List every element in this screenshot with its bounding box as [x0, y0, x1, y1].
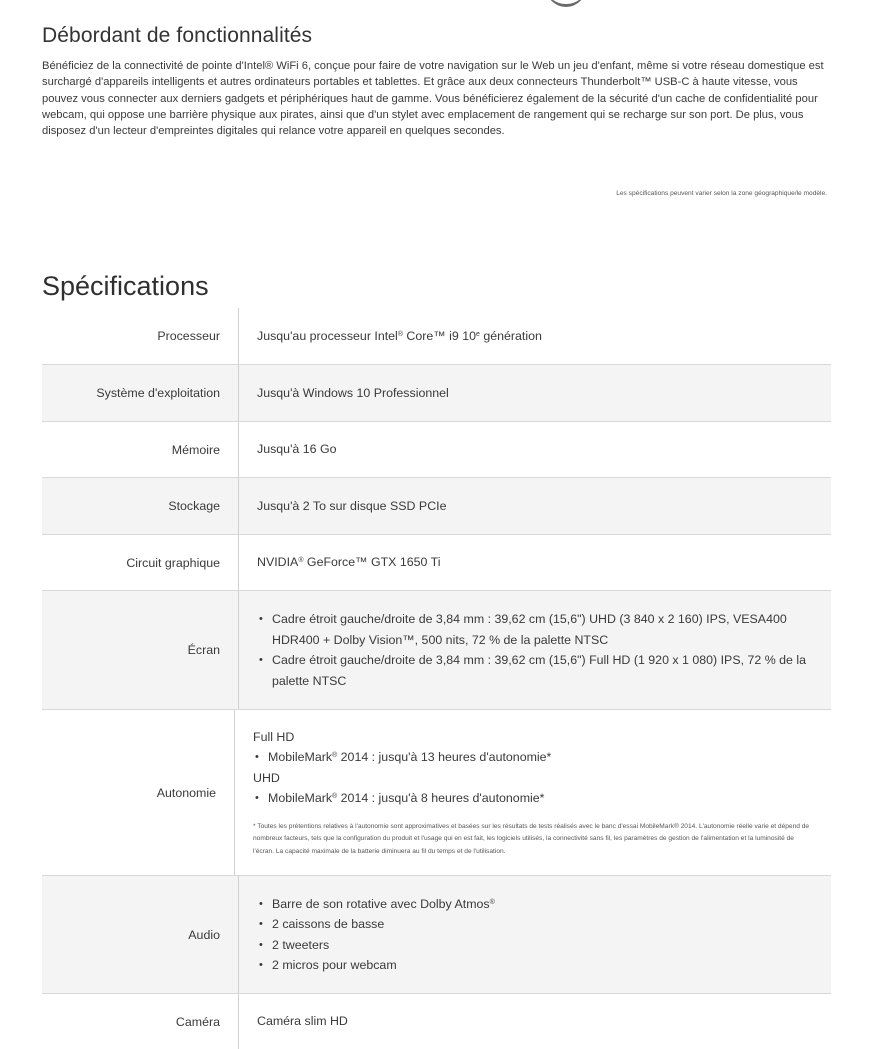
ecran-item: • Cadre étroit gauche/droite de 3,84 mm : 39,62 cm (15,6") UHD (3 840 x 2 160) IPS, VESA400 HDR400 + Dolby Vision™, 500 nits, 72 % de la palette NTSC — [272, 609, 813, 650]
spec-row-memoire — [42, 422, 831, 478]
spec-row-autonomie — [42, 710, 831, 876]
processeur-text-c: génération — [479, 328, 542, 343]
audio-item: • 2 tweeters — [272, 935, 813, 956]
autonomie-footnote: * Toutes les prétentions relatives à l'autonomie sont approximatives et basées sur les résultats de tests réalisés avec le banc d'essai MobileMark® 2014. L'autonomie réelle varie et dépend de nombreux facteurs, tels que la configuration du produit et l'usage qui en est fait, les logiciels utilisés, la connectivité sans fil, les paramètres de gestion de l'alimentation et la luminosité de l'écran. La capacité maximale de la batterie diminuera au fil du temps et de l'utilisation. — [253, 822, 810, 855]
spec-label-ecran: Écran — [42, 591, 239, 709]
spec-value-graphique — [239, 535, 831, 590]
graphique-text-a: NVIDIA — [257, 555, 299, 570]
spec-label-memoire: Mémoire — [42, 422, 239, 477]
specs-disclaimer: Les spécifications peuvent varier selon la zone géographique/le modèle. — [616, 190, 827, 197]
audio-item: • 2 micros pour webcam — [272, 955, 813, 976]
features-body: Bénéficiez de la connectivité de pointe d'Intel® WiFi 6, conçue pour faire de votre navigation sur le Web un jeu d'enfant, même si votre réseau domestique est surchargé d'appareils intelligents et autres ordinateurs portables et tablettes. Et grâce aux deux connecteurs Thunderbolt™ USB-C à haute vitesse, vous pouvez vous connecter aux derniers gadgets et périphériques haut de gamme. Vous bénéficierez également de la sécurité d'un cache de confidentialité pour webcam, qui oppose une barrière physique aux pirates, ainsi que d'un stylet avec emplacement de rangement qui se recharge sur son port. De plus, vous disposez d'un lecteur d'empreintes digitales qui relance votre appareil en quelques secondes. — [42, 60, 824, 138]
autonomie-uhd-item: • MobileMark® 2014 : jusqu'à 8 heures d'autonomie* — [268, 788, 813, 809]
audio-item: • 2 caissons de basse — [272, 914, 813, 935]
spec-value-stockage: Jusqu'à 2 To sur disque SSD PCIe — [257, 498, 447, 513]
spec-value-camera: Caméra slim HD — [257, 1014, 348, 1029]
spec-row-stockage — [42, 478, 831, 535]
features-section — [42, 24, 832, 139]
spec-label-stockage: Stockage — [42, 478, 239, 534]
spec-label-autonomie: Autonomie — [42, 710, 235, 875]
spec-value-processeur — [239, 308, 831, 364]
graphique-reg: ® — [298, 557, 304, 565]
spec-row-graphique — [42, 535, 831, 591]
processeur-text-a: Jusqu'au processeur Intel — [257, 328, 398, 343]
spec-row-os — [42, 365, 831, 422]
spec-value-autonomie — [235, 710, 831, 875]
spec-value-audio — [239, 876, 831, 993]
spec-value-memoire: Jusqu'à 16 Go — [257, 442, 337, 457]
spec-value-os: Jusqu'à Windows 10 Professionnel — [257, 385, 449, 400]
processeur-e: e — [476, 330, 480, 338]
spec-label-processeur: Processeur — [42, 308, 239, 364]
autonomie-fhd-list — [253, 747, 813, 768]
autonomie-fhd-item: • MobileMark® 2014 : jusqu'à 13 heures d'autonomie* — [268, 747, 813, 768]
ecran-item: • Cadre étroit gauche/droite de 3,84 mm : 39,62 cm (15,6") Full HD (1 920 x 1 080) IPS, 72 % de la palette NTSC — [272, 650, 813, 691]
processeur-reg: ® — [397, 330, 403, 338]
specs-title: Spécifications — [42, 271, 209, 301]
spec-label-camera: Caméra — [42, 994, 239, 1049]
graphique-text-b: GeForce™ GTX 1650 Ti — [303, 555, 441, 570]
autonomie-uhd-list — [253, 788, 813, 809]
audio-item: • Barre de son rotative avec Dolby Atmos® — [272, 894, 813, 915]
audio-list — [257, 894, 813, 976]
spec-label-audio: Audio — [42, 876, 239, 993]
product-image-edge — [546, 0, 586, 7]
spec-table — [42, 308, 831, 1049]
autonomie-uhd-head: UHD — [253, 770, 280, 785]
spec-label-graphique: Circuit graphique — [42, 535, 239, 590]
features-heading: Débordant de fonctionnalités — [42, 24, 313, 47]
spec-row-processeur — [42, 308, 831, 365]
ecran-list — [257, 609, 813, 691]
spec-row-audio — [42, 876, 831, 994]
processeur-text-b: Core™ i9 10 — [402, 328, 476, 343]
autonomie-fhd-head: Full HD — [253, 729, 295, 744]
spec-row-ecran — [42, 591, 831, 710]
spec-label-os: Système d'exploitation — [42, 365, 239, 421]
spec-value-ecran — [239, 591, 831, 709]
